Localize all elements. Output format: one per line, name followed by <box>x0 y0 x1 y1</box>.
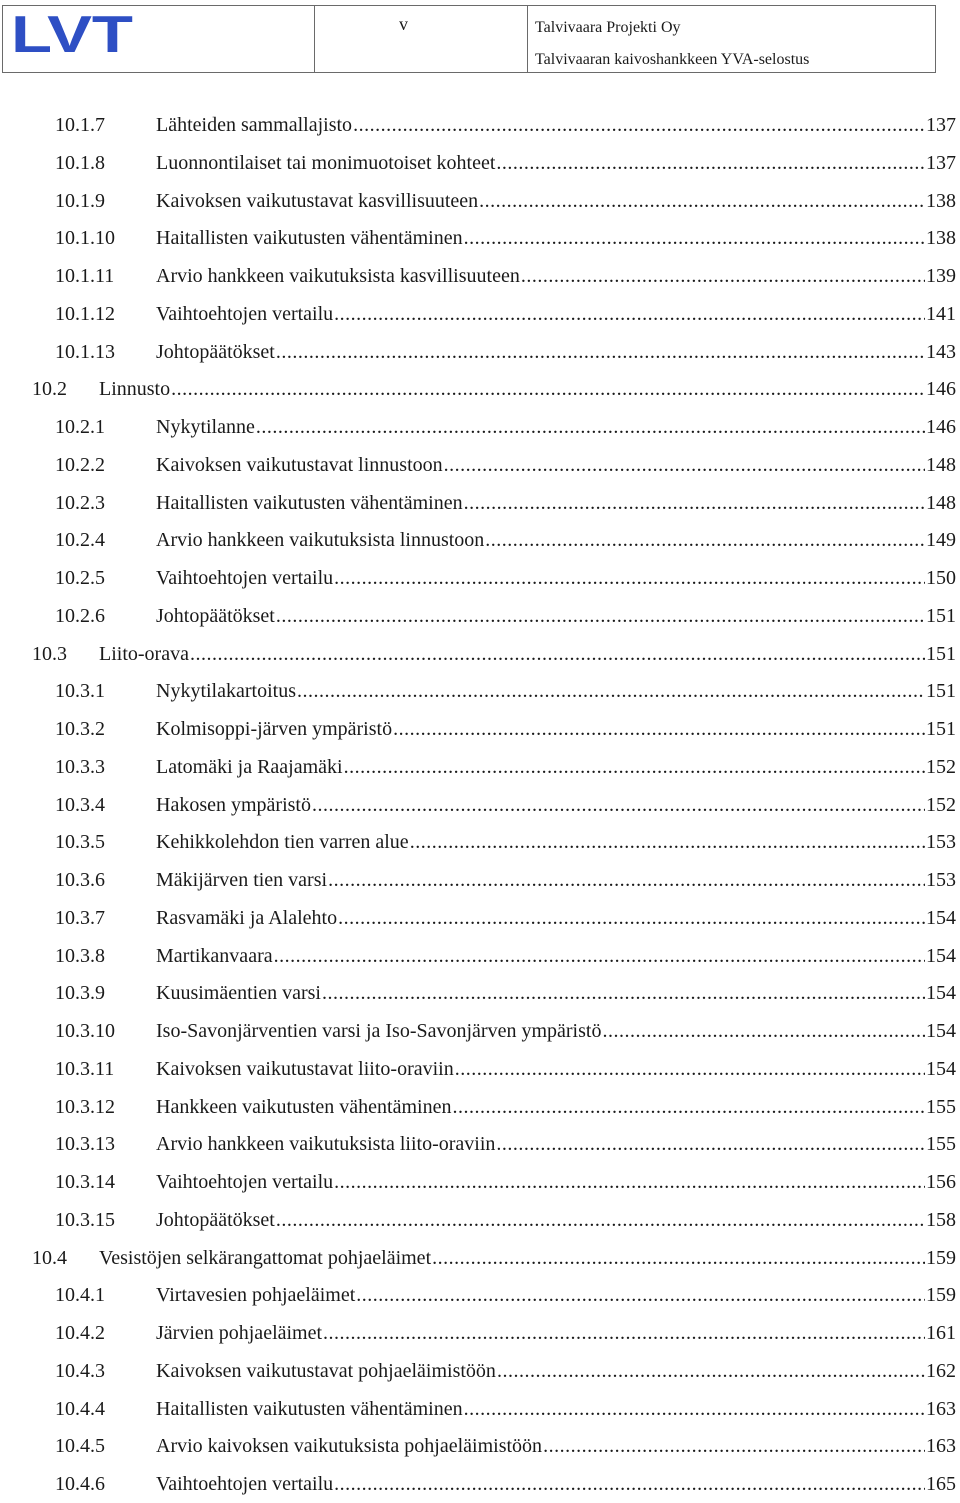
toc-entry-title: Iso-Savonjärventien varsi ja Iso-Savonjärven ympäristö <box>156 1020 602 1042</box>
toc-entry-title: Lähteiden sammallajisto <box>156 114 353 136</box>
toc-entry[interactable] <box>0 710 960 748</box>
toc-entry-title: Kuusimäentien varsi <box>156 982 321 1005</box>
toc-entry[interactable] <box>0 672 960 710</box>
toc-entry-page: 138 <box>926 227 956 250</box>
toc-entry-number: 10.2.2 <box>55 453 105 476</box>
toc-entry-page: 162 <box>926 1359 956 1382</box>
toc-entry-number: 10.3.1 <box>55 680 105 703</box>
toc-dot-leader <box>543 1427 925 1465</box>
toc-entry-line <box>156 597 956 635</box>
toc-entry-page: 151 <box>926 604 956 627</box>
toc-entry-number: 10.4.5 <box>55 1435 105 1458</box>
toc-entry-page: 159 <box>926 1284 956 1307</box>
toc-entry-title: Vaihtoehtojen vertailu <box>156 302 334 325</box>
toc-dot-leader <box>464 1390 925 1428</box>
toc-entry-title: Kaivoksen vaikutustavat liito-oraviin <box>156 1057 454 1080</box>
toc-dot-leader <box>485 521 925 559</box>
toc-entry-line <box>156 182 956 220</box>
toc-entry-title: Kehikkolehdon tien varren alue <box>156 831 409 854</box>
toc-entry-line <box>156 1012 956 1050</box>
toc-entry-page: 141 <box>926 302 956 325</box>
toc-entry-line <box>156 333 956 371</box>
toc-entry[interactable] <box>0 974 960 1012</box>
toc-entry-line <box>156 257 956 295</box>
toc-entry-line <box>156 1125 956 1163</box>
toc-dot-leader <box>455 1050 925 1088</box>
toc-entry-line <box>156 937 956 975</box>
toc-entry[interactable] <box>0 899 960 937</box>
toc-entry[interactable] <box>0 1012 960 1050</box>
toc-entry-number: 10.3.13 <box>55 1133 115 1156</box>
toc-entry-page: 150 <box>926 567 956 589</box>
toc-entry[interactable] <box>0 295 960 333</box>
toc-dot-leader <box>334 295 925 333</box>
toc-entry-number: 10.4.3 <box>55 1359 105 1382</box>
toc-entry-title: Hakosen ympäristö <box>156 793 311 816</box>
toc-entry-line <box>156 1427 956 1465</box>
toc-entry-page: 153 <box>926 831 956 854</box>
toc-entry-title: Liito-orava <box>99 642 189 665</box>
toc-dot-leader <box>464 484 925 522</box>
toc-dot-leader <box>521 257 925 295</box>
toc-entry[interactable] <box>0 748 960 786</box>
toc-dot-leader <box>479 182 925 220</box>
toc-entry-line <box>156 559 956 597</box>
toc-dot-leader <box>496 1125 925 1163</box>
toc-entry-page: 137 <box>926 114 956 136</box>
toc-entry[interactable] <box>0 861 960 899</box>
toc-dot-leader <box>334 1465 925 1503</box>
toc-entry-number: 10.2.4 <box>55 529 105 552</box>
toc-entry-page: 146 <box>926 416 956 438</box>
toc-entry-number: 10.3.6 <box>55 869 105 891</box>
toc-entry[interactable] <box>0 559 960 597</box>
toc-entry-number: 10.3.2 <box>55 718 105 740</box>
toc-entry-page: 154 <box>926 944 956 967</box>
toc-entry-number: 10.1.7 <box>55 114 105 136</box>
toc-entry-title: Johtopäätökset <box>156 340 275 363</box>
toc-entry-line <box>156 974 956 1012</box>
toc-entry-title: Latomäki ja Raajamäki <box>156 755 343 778</box>
toc-entry-number: 10.3.3 <box>55 755 105 778</box>
toc-entry-line <box>156 861 956 899</box>
toc-entry-number: 10.3.14 <box>55 1171 115 1193</box>
toc-entry-line <box>156 1088 956 1126</box>
toc-entry-page: 151 <box>926 680 956 703</box>
toc-dot-leader <box>444 446 925 484</box>
toc-entry-title: Kaivoksen vaikutustavat kasvillisuuteen <box>156 189 479 212</box>
toc-entry-page: 148 <box>926 491 956 514</box>
toc-dot-leader <box>496 144 925 182</box>
toc-entry-page: 138 <box>926 189 956 212</box>
toc-dot-leader <box>276 1201 925 1239</box>
toc-entry-page: 137 <box>926 151 956 174</box>
toc-entry-title: Virtavesien pohjaeläimet <box>156 1284 356 1307</box>
toc-entry[interactable] <box>0 1276 960 1314</box>
page-header <box>2 5 936 73</box>
toc-entry-line <box>156 521 956 559</box>
toc-entry-number: 10.4 <box>32 1246 67 1269</box>
toc-entry-line <box>156 1314 956 1352</box>
toc-entry-number: 10.1.13 <box>55 340 115 363</box>
toc-entry-page: 163 <box>926 1397 956 1420</box>
toc-entry-title: Haitallisten vaikutusten vähentäminen <box>156 491 463 514</box>
toc-entry-page: 143 <box>926 340 956 363</box>
toc-entry-page: 146 <box>926 378 956 401</box>
toc-entry-title: Arvio hankkeen vaikutuksista liito-oraviin <box>156 1133 496 1156</box>
toc-entry-page: 152 <box>926 755 956 778</box>
toc-dot-leader <box>410 823 925 861</box>
toc-entry-number: 10.4.4 <box>55 1397 105 1420</box>
toc-dot-leader <box>497 1352 925 1390</box>
toc-entry-number: 10.3.9 <box>55 982 105 1005</box>
toc-entry-line <box>156 1276 956 1314</box>
toc-dot-leader <box>322 974 925 1012</box>
toc-entry[interactable] <box>0 1390 960 1428</box>
toc-entry-page: 154 <box>926 982 956 1005</box>
toc-entry-number: 10.4.1 <box>55 1284 105 1307</box>
toc-entry-page: 154 <box>926 1057 956 1080</box>
toc-dot-leader <box>334 1163 925 1201</box>
toc-entry-line <box>99 635 956 673</box>
company-name: Talvivaara Projekti Oy <box>535 19 681 36</box>
toc-entry-page: 158 <box>926 1208 956 1231</box>
toc-entry[interactable] <box>0 1314 960 1352</box>
toc-entry-number: 10.3.12 <box>55 1095 115 1118</box>
toc-entry-title: Haitallisten vaikutusten vähentäminen <box>156 1397 463 1420</box>
toc-entry-number: 10.1.12 <box>55 302 115 325</box>
toc-entry-line <box>99 1239 956 1277</box>
toc-entry-number: 10.1.10 <box>55 227 115 250</box>
toc-entry-title: Johtopäätökset <box>156 604 275 627</box>
report-title: Talvivaaran kaivoshankkeen YVA-selostus <box>535 51 810 68</box>
toc-dot-leader <box>393 710 925 748</box>
toc-dot-leader <box>171 370 925 408</box>
toc-entry-title: Vesistöjen selkärangattomat pohjaeläimet <box>99 1246 432 1269</box>
toc-dot-leader <box>602 1012 925 1050</box>
toc-entry-title: Haitallisten vaikutusten vähentäminen <box>156 227 463 250</box>
toc-entry[interactable] <box>0 144 960 182</box>
toc-entry-page: 151 <box>926 718 956 740</box>
toc-entry-page: 152 <box>926 793 956 816</box>
toc-entry[interactable] <box>0 484 960 522</box>
toc-entry-line <box>156 1352 956 1390</box>
toc-dot-leader <box>328 861 925 899</box>
toc-entry-title: Kaivoksen vaikutustavat linnustoon <box>156 453 443 476</box>
toc-entry-page: 155 <box>926 1095 956 1118</box>
toc-entry-line <box>156 672 956 710</box>
lvt-logo <box>11 10 135 56</box>
toc-entry-page: 154 <box>926 1020 956 1042</box>
toc-entry-title: Rasvamäki ja Alalehto <box>156 906 338 929</box>
toc-dot-leader <box>190 635 925 673</box>
toc-dot-leader <box>276 597 925 635</box>
toc-entry-page: 153 <box>926 869 956 891</box>
toc-entry[interactable] <box>0 823 960 861</box>
toc-entry-page: 161 <box>926 1322 956 1344</box>
toc-entry-page: 148 <box>926 453 956 476</box>
toc-entry-title: Arvio hankkeen vaikutuksista linnustoon <box>156 529 485 552</box>
toc-entry-title: Järvien pohjaeläimet <box>156 1322 323 1344</box>
toc-entry-page: 155 <box>926 1133 956 1156</box>
toc-entry[interactable] <box>0 1050 960 1088</box>
toc-entry[interactable] <box>0 333 960 371</box>
toc-entry-number: 10.3.15 <box>55 1208 115 1231</box>
toc-entry[interactable] <box>0 635 960 673</box>
toc-entry[interactable] <box>0 521 960 559</box>
toc-entry-page: 149 <box>926 529 956 552</box>
toc-entry-line <box>156 710 956 748</box>
toc-entry[interactable] <box>0 1088 960 1126</box>
toc-entry-title: Linnusto <box>99 378 171 401</box>
toc-entry-number: 10.1.11 <box>55 265 115 287</box>
logo-text: LVT <box>11 10 134 56</box>
toc-entry[interactable] <box>0 1427 960 1465</box>
toc-entry-title: Kaivoksen vaikutustavat pohjaeläimistöön <box>156 1359 496 1382</box>
toc-entry-number: 10.3.7 <box>55 906 105 929</box>
toc-entry-line <box>99 370 956 408</box>
toc-entry-title: Luonnontilaiset tai monimuotoiset kohteet <box>156 151 496 174</box>
toc-dot-leader <box>452 1088 925 1126</box>
toc-entry-title: Nykytilakartoitus <box>156 680 296 703</box>
toc-entry-number: 10.4.2 <box>55 1322 105 1344</box>
toc-entry-line <box>156 106 956 144</box>
toc-entry-title: Johtopäätökset <box>156 1208 275 1231</box>
toc-entry-title: Martikanvaara <box>156 944 273 967</box>
toc-dot-leader <box>334 559 925 597</box>
toc-entry[interactable] <box>0 370 960 408</box>
toc-entry-number: 10.2.3 <box>55 491 105 514</box>
toc-entry-number: 10.2.1 <box>55 416 105 438</box>
toc-entry-page: 165 <box>926 1473 956 1495</box>
toc-entry-number: 10.2.5 <box>55 567 105 589</box>
toc-entry-line <box>156 748 956 786</box>
toc-entry-page: 156 <box>926 1171 956 1193</box>
toc-entry[interactable] <box>0 597 960 635</box>
toc-entry-number: 10.3.11 <box>55 1057 115 1080</box>
toc-dot-leader <box>464 219 925 257</box>
toc-entry[interactable] <box>0 106 960 144</box>
toc-entry-title: Kolmisoppi-järven ympäristö <box>156 718 393 740</box>
toc-entry-line <box>156 1465 956 1503</box>
toc-entry[interactable] <box>0 1163 960 1201</box>
toc-entry-line <box>156 899 956 937</box>
toc-entry[interactable] <box>0 1352 960 1390</box>
toc-entry-title: Mäkijärven tien varsi <box>156 869 328 891</box>
toc-entry-line <box>156 823 956 861</box>
toc-entry-line <box>156 1163 956 1201</box>
header-info <box>528 6 935 72</box>
toc-entry-page: 159 <box>926 1246 956 1269</box>
toc-entry-line <box>156 786 956 824</box>
toc-dot-leader <box>323 1314 925 1352</box>
toc-entry-title: Nykytilanne <box>156 416 255 438</box>
toc-entry-title: Hankkeen vaikutusten vähentäminen <box>156 1095 452 1118</box>
toc-entry-line <box>156 144 956 182</box>
toc-entry-line <box>156 1050 956 1088</box>
toc-entry[interactable] <box>0 408 960 446</box>
toc-dot-leader <box>276 333 925 371</box>
toc-entry[interactable] <box>0 1465 960 1503</box>
page-number: v <box>315 6 528 72</box>
toc-entry-line <box>156 219 956 257</box>
toc-entry-number: 10.3.8 <box>55 944 105 967</box>
toc-entry-line <box>156 1201 956 1239</box>
toc-entry[interactable] <box>0 1201 960 1239</box>
toc-entry-title: Vaihtoehtojen vertailu <box>156 1171 334 1193</box>
toc-entry-title: Vaihtoehtojen vertailu <box>156 1473 334 1495</box>
toc-entry-title: Vaihtoehtojen vertailu <box>156 567 334 589</box>
toc-entry-line <box>156 484 956 522</box>
toc-dot-leader <box>256 408 925 446</box>
toc-entry[interactable] <box>0 937 960 975</box>
toc-dot-leader <box>338 899 925 937</box>
toc-entry-page: 139 <box>926 265 956 287</box>
toc-entry-line <box>156 408 956 446</box>
toc-entry-number: 10.2 <box>32 378 67 401</box>
toc-entry[interactable] <box>0 446 960 484</box>
toc-entry[interactable] <box>0 1239 960 1277</box>
toc-entry-line <box>156 1390 956 1428</box>
toc-entry-page: 163 <box>926 1435 956 1458</box>
toc-entry-number: 10.3 <box>32 642 67 665</box>
toc-entry-number: 10.1.8 <box>55 151 105 174</box>
toc-entry-title: Arvio kaivoksen vaikutuksista pohjaeläimistöön <box>156 1435 543 1458</box>
toc-entry-page: 151 <box>926 642 956 665</box>
toc-entry[interactable] <box>0 219 960 257</box>
toc-dot-leader <box>312 786 925 824</box>
toc-entry[interactable] <box>0 182 960 220</box>
toc-entry[interactable] <box>0 786 960 824</box>
toc-entry-number: 10.3.5 <box>55 831 105 854</box>
toc-entry[interactable] <box>0 1125 960 1163</box>
toc-entry-line <box>156 446 956 484</box>
toc-dot-leader <box>297 672 925 710</box>
toc-dot-leader <box>274 937 925 975</box>
logo-cell <box>3 6 315 72</box>
toc-entry-number: 10.1.9 <box>55 189 105 212</box>
toc-entry-number: 10.4.6 <box>55 1473 105 1495</box>
toc-entry-number: 10.3.4 <box>55 793 105 816</box>
toc-dot-leader <box>344 748 925 786</box>
toc-entry-number: 10.2.6 <box>55 604 105 627</box>
toc-entry-page: 154 <box>926 906 956 929</box>
toc-entry-title: Arvio hankkeen vaikutuksista kasvillisuuteen <box>156 265 520 287</box>
toc-dot-leader <box>356 1276 925 1314</box>
toc-dot-leader <box>432 1239 925 1277</box>
toc-entry[interactable] <box>0 257 960 295</box>
toc-dot-leader <box>353 106 925 144</box>
toc-entry-number: 10.3.10 <box>55 1020 115 1042</box>
toc-entry-line <box>156 295 956 333</box>
